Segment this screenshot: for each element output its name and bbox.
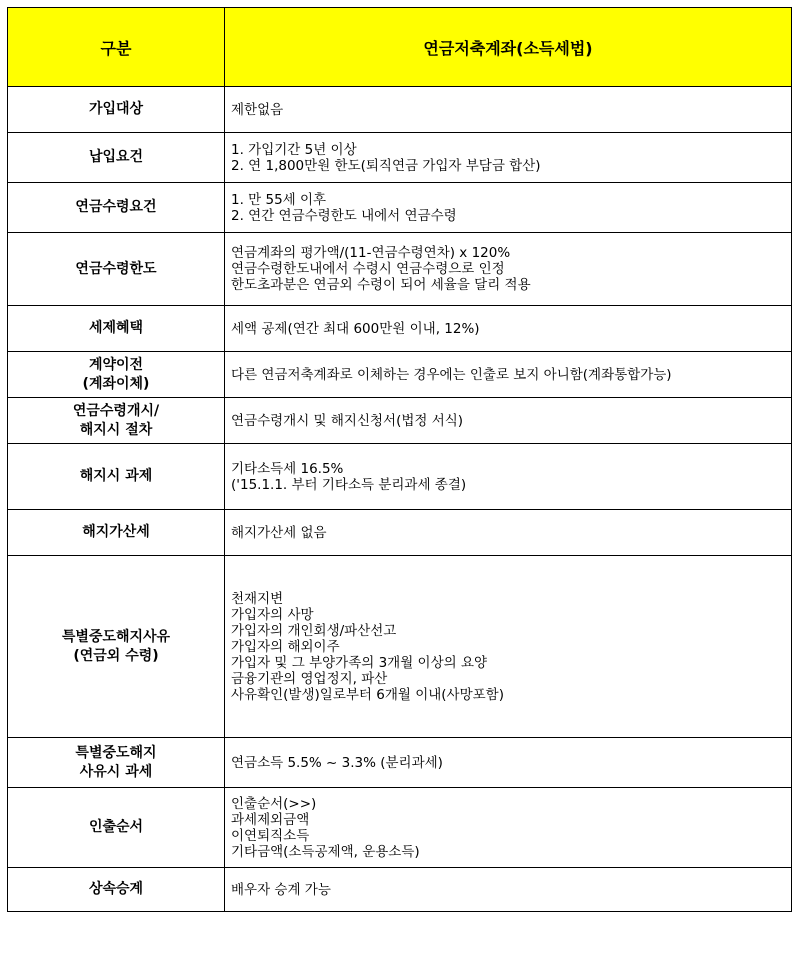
table-row — [8, 788, 792, 868]
row-content-line: 가입자의 사망 — [231, 606, 314, 623]
table-row — [8, 738, 792, 788]
row-content-line: 세액 공제(연간 최대 600만원 이내, 12%) — [231, 320, 480, 337]
row-label-line: 상속승계 — [88, 881, 144, 897]
row-content — [225, 868, 792, 912]
row-content-line: 2. 연간 연금수령한도 내에서 연금수령 — [231, 207, 457, 224]
row-content-line: 가입자의 해외이주 — [231, 638, 340, 655]
row-content — [225, 133, 792, 183]
row-content-line: 2. 연 1,800만원 한도(퇴직연금 가입자 부담금 합산) — [231, 157, 541, 174]
row-content-line: 사유확인(발생)일로부터 6개월 이내(사망포함) — [231, 686, 504, 703]
row-content — [225, 398, 792, 444]
row-content — [225, 87, 792, 133]
row-content-line: 과세제외금액 — [231, 811, 310, 828]
row-label — [8, 306, 225, 352]
row-content — [225, 183, 792, 233]
table-row — [8, 133, 792, 183]
table-body — [8, 87, 792, 912]
row-label — [8, 556, 225, 738]
header-row — [8, 8, 792, 87]
row-label-line: (계좌이체) — [82, 375, 150, 392]
table-row — [8, 352, 792, 398]
table-row — [8, 183, 792, 233]
row-content — [225, 738, 792, 788]
row-content-line: 배우자 승계 가능 — [231, 881, 331, 898]
row-label-line: 가입대상 — [88, 101, 144, 117]
table-row — [8, 233, 792, 306]
row-content — [225, 444, 792, 510]
row-content-line: 1. 가입기간 5년 이상 — [231, 141, 357, 158]
row-label — [8, 233, 225, 306]
row-content-line: 한도초과분은 연금외 수령이 되어 세율을 달리 적용 — [231, 277, 531, 293]
row-content-line: 연금수령개시 및 해지신청서(법정 서식) — [231, 412, 464, 429]
row-label-line: (연금외 수령) — [73, 647, 159, 664]
row-label — [8, 738, 225, 788]
row-label-line: 해지시 절차 — [79, 421, 153, 438]
row-label-line: 세제혜택 — [88, 320, 144, 336]
table-row — [8, 306, 792, 352]
table-row — [8, 556, 792, 738]
row-label-line: 연금수령한도 — [75, 260, 157, 277]
table-row — [8, 868, 792, 912]
table-row — [8, 444, 792, 510]
row-content — [225, 510, 792, 556]
row-label — [8, 352, 225, 398]
row-content-line: 연금수령한도내에서 수령시 연금수령으로 인정 — [231, 261, 505, 277]
pension-account-table — [7, 7, 792, 912]
header-category: 구분 — [8, 8, 225, 87]
row-content-line: 기타금액(소득공제액, 운용소득) — [231, 843, 420, 860]
row-content — [225, 306, 792, 352]
row-label — [8, 868, 225, 912]
row-content-line: 해지가산세 없음 — [231, 524, 327, 541]
row-label — [8, 183, 225, 233]
row-label-line: 특별중도해지 — [75, 744, 157, 761]
row-label — [8, 510, 225, 556]
row-label-line: 납입요건 — [88, 149, 144, 165]
row-content-line: 가입자 및 그 부양가족의 3개월 이상의 요양 — [231, 654, 488, 671]
row-label-line: 특별중도해지사유 — [61, 628, 171, 645]
row-content — [225, 233, 792, 306]
row-label — [8, 133, 225, 183]
row-label — [8, 87, 225, 133]
row-label — [8, 398, 225, 444]
row-content — [225, 352, 792, 398]
row-content — [225, 788, 792, 868]
pension-account-table-wrapper — [7, 7, 791, 912]
row-label-line: 계약이전 — [88, 356, 144, 373]
row-label — [8, 788, 225, 868]
row-content-line: 1. 만 55세 이후 — [231, 191, 327, 208]
row-label-line: 해지가산세 — [82, 524, 150, 540]
row-content-line: 금융기관의 영업정지, 파산 — [231, 670, 388, 687]
row-content-line: 연금소득 5.5% ~ 3.3% (분리과세) — [231, 754, 443, 771]
row-label-line: 사유시 과세 — [79, 763, 153, 780]
table-row — [8, 87, 792, 133]
row-label-line: 해지시 과제 — [79, 468, 153, 484]
row-content-line: ('15.1.1. 부터 기타소득 분리과세 종결) — [231, 476, 467, 493]
row-label-line: 연금수령요건 — [75, 199, 157, 215]
row-content-line: 인출순서(>>) — [231, 795, 317, 812]
row-content-line: 가입자의 개인회생/파산선고 — [231, 622, 397, 639]
row-label-line: 인출순서 — [88, 819, 144, 835]
row-label-line: 연금수령개시/ — [72, 402, 160, 419]
row-content-line: 천재지변 — [231, 590, 284, 607]
row-content-line: 다른 연금저축계좌로 이체하는 경우에는 인출로 보지 아니함(계좌통합가능) — [231, 366, 672, 383]
table-row — [8, 510, 792, 556]
row-content — [225, 556, 792, 738]
row-content-line: 연금계좌의 평가액/(11-연금수령연차) x 120% — [231, 245, 511, 261]
row-content-line: 이연퇴직소득 — [231, 827, 310, 844]
row-content-line: 제한없음 — [231, 101, 284, 118]
row-content-line: 기타소득세 16.5% — [231, 460, 344, 477]
header-account-type: 연금저축계좌(소득세법) — [225, 8, 792, 87]
table-row — [8, 398, 792, 444]
row-label — [8, 444, 225, 510]
